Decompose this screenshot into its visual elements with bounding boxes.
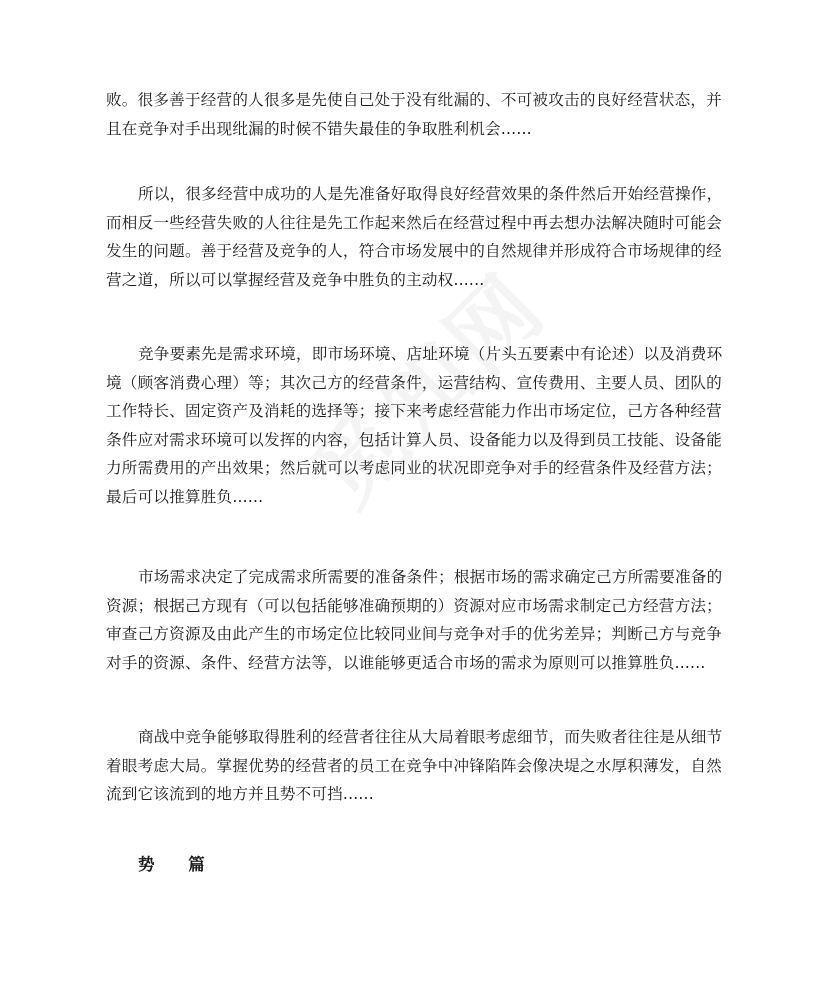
paragraph-line: 所以，很多经营中成功的人是先准备好取得良好经营效果的条件然后开始经营操作， [138,185,723,203]
paragraph-line: 流到它该流到的地方并且势不可挡...... [106,785,374,803]
paragraph-line: 市场需求决定了完成需求所需要的准备条件；根据市场的需求确定己方所需要准备的 [138,568,723,586]
paragraph-line: 着眼考虑大局。掌握优势的经营者的员工在竞争中冲锋陷阵会像决堤之水厚积薄发，自然 [106,756,722,775]
paragraph-line: 工作特长、固定资产及消耗的选择等；接下来考虑经营能力作出市场定位，己方各种经营 [106,402,722,420]
paragraph-line: 而相反一些经营失败的人往往是先工作起来然后在经营过程中再去想办法解决随时可能会 [106,213,722,232]
paragraph-2 [106,180,726,294]
paragraph-1 [106,86,726,143]
paragraph-line: 力所需费用的产出效果；然后就可以考虑同业的状况即竞争对手的经营条件及经营方法； [106,459,722,477]
paragraph-line: 资源；根据己方现有（可以包括能够准确预期的）资源对应市场需求制定己方经营方法； [106,596,722,615]
section-heading: 势 篇 [138,855,219,874]
paragraph-line: 营之道，所以可以掌握经营及竞争中胜负的主动权...... [106,270,485,289]
paragraph-line: 且在竞争对手出现纰漏的时候不错失最佳的争取胜利机会...... [106,119,532,138]
paragraph-4 [106,563,726,677]
paragraph-5 [106,723,726,809]
paragraph-line: 条件应对需求环境可以发挥的内容，包括计算人员、设备能力以及得到员工技能、设备能 [106,430,722,449]
paragraph-line: 审查己方资源及由此产生的市场定位比较同业间与竞争对手的优劣差异；判断己方与竞争 [106,625,722,643]
paragraph-line: 发生的问题。善于经营及竞争的人，符合市场发展中的自然规律并形成符合市场规律的经 [106,242,722,260]
paragraph-line: 商战中竞争能够取得胜利的经营者往往从大局着眼考虑细节，而失败者往往是从细节 [138,728,723,746]
paragraph-line: 对手的资源、条件、经营方法等，以谁能够更适合市场的需求为原则可以推算胜负...... [106,653,706,672]
paragraph-line: 境（顾客消费心理）等；其次己方的经营条件，运营结构、宣传费用、主要人员、团队的 [106,373,722,392]
paragraph-line: 竞争要素先是需求环境，即市场环境、店址环境（片头五要素中有论述）以及消费环 [138,345,723,363]
paragraph-line: 败。很多善于经营的人很多是先使自己处于没有纰漏的、不可被攻击的良好经营状态，并 [106,91,722,109]
paragraph-line: 最后可以推算胜负...... [106,487,264,506]
paragraph-3 [106,340,726,511]
